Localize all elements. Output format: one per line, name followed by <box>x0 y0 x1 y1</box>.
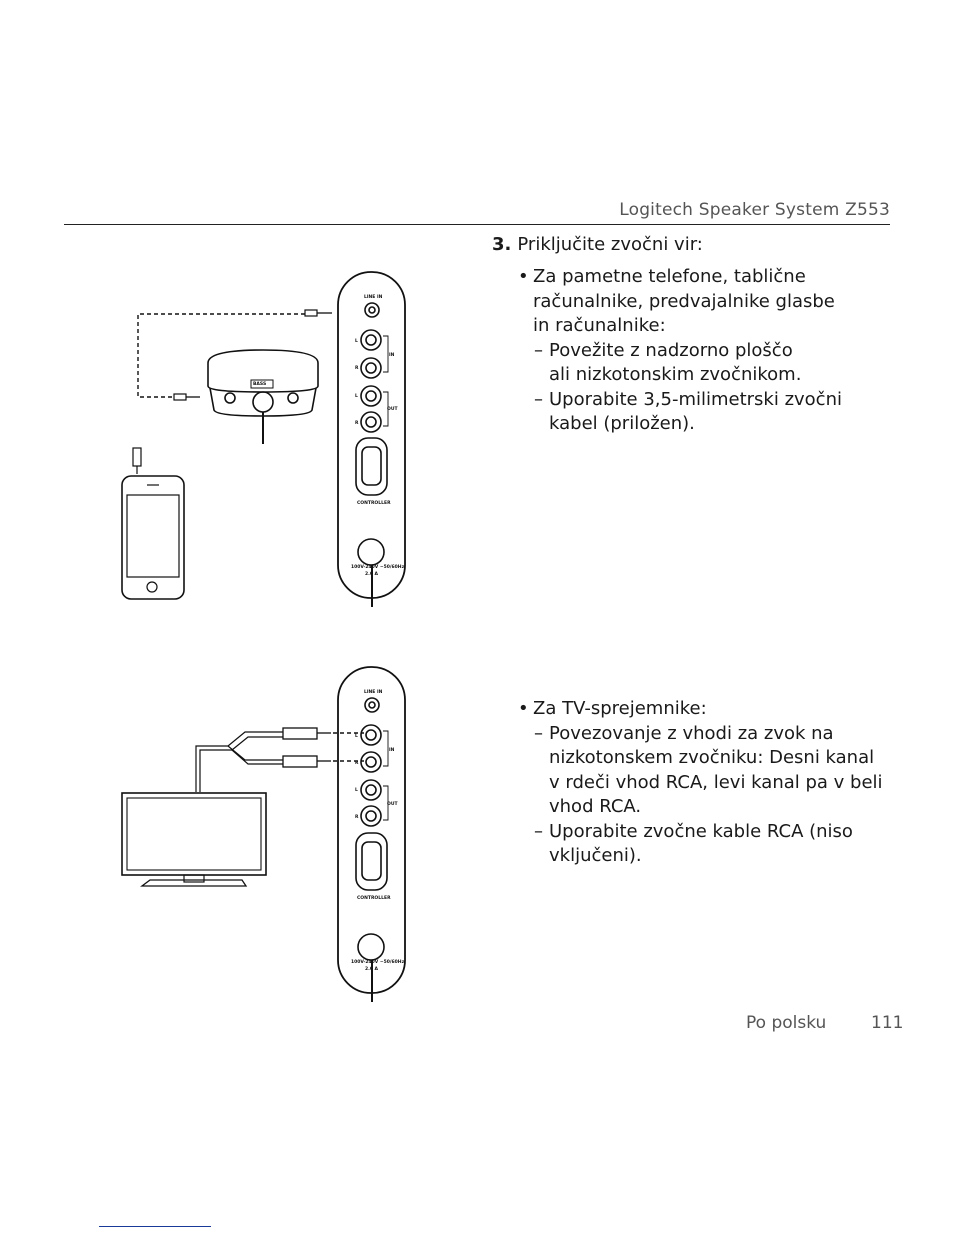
label-controller: CONTROLLER <box>357 501 391 506</box>
control-panel-illustration <box>338 272 405 607</box>
control-panel-illustration <box>338 667 405 1002</box>
label-power-current: 2.0 A <box>365 572 379 577</box>
bullet-line: • Za pametne telefone, tablične <box>533 266 806 287</box>
label-out: OUT <box>387 407 398 412</box>
smartphone-illustration <box>122 448 184 599</box>
sub-item-line: – Povežite z nadzorno ploščo <box>549 339 793 361</box>
label-l: L <box>355 788 358 793</box>
sub-item-line: – Povezovanje z vhodi za zvok na <box>549 722 834 744</box>
label-power: 100V-240V ~50/60Hz <box>351 565 405 570</box>
label-out: OUT <box>387 802 398 807</box>
sub-item-line: v rdeči vhod RCA, levi kanal pa v beli <box>549 771 883 793</box>
label-l: L <box>355 734 358 739</box>
label-r: R <box>355 421 359 426</box>
sub-item-line: vključeni). <box>549 845 642 866</box>
sub-item-line: nizkotonskem zvočniku: Desni kanal <box>549 747 875 768</box>
label-l: L <box>355 339 358 344</box>
bullet-line: in računalnike: <box>533 315 666 336</box>
sub-item-line: kabel (priložen). <box>549 413 695 434</box>
label-line-in: LINE IN <box>364 295 383 300</box>
label-line-in: LINE IN <box>364 690 383 695</box>
label-power: 100V-240V ~50/60Hz <box>351 960 405 965</box>
tv-illustration <box>122 793 266 886</box>
label-bass: BASS <box>253 382 267 387</box>
diagram-tv-connection <box>122 667 405 1002</box>
label-r: R <box>355 366 359 371</box>
label-controller: CONTROLLER <box>357 896 391 901</box>
step-title: Priključite zvočni vir: <box>517 234 703 255</box>
sub-item-line: vhod RCA. <box>549 796 642 817</box>
label-in: IN <box>389 353 395 358</box>
label-r: R <box>355 815 359 820</box>
bullet-line: računalnike, predvajalnike glasbe <box>533 290 835 312</box>
diagram-smartphone-connection <box>122 272 405 607</box>
label-l: L <box>355 394 358 399</box>
label-in: IN <box>389 748 395 753</box>
sub-item-line: – Uporabite 3,5-milimetrski zvočni <box>549 388 842 410</box>
step-number: 3. <box>492 234 512 255</box>
sub-item-line: ali nizkotonskim zvočnikom. <box>549 364 802 385</box>
label-power-current: 2.0 A <box>365 967 379 972</box>
label-r: R <box>355 761 359 766</box>
document-header: Logitech Speaker System Z553 <box>619 200 890 220</box>
subwoofer-illustration <box>208 350 318 444</box>
bullet-line: • Za TV-sprejemnike: <box>533 698 707 719</box>
sub-item-line: – Uporabite zvočne kable RCA (niso <box>549 820 853 842</box>
footer-language: Po polsku <box>746 1013 827 1033</box>
page-number: 111 <box>871 1013 904 1033</box>
